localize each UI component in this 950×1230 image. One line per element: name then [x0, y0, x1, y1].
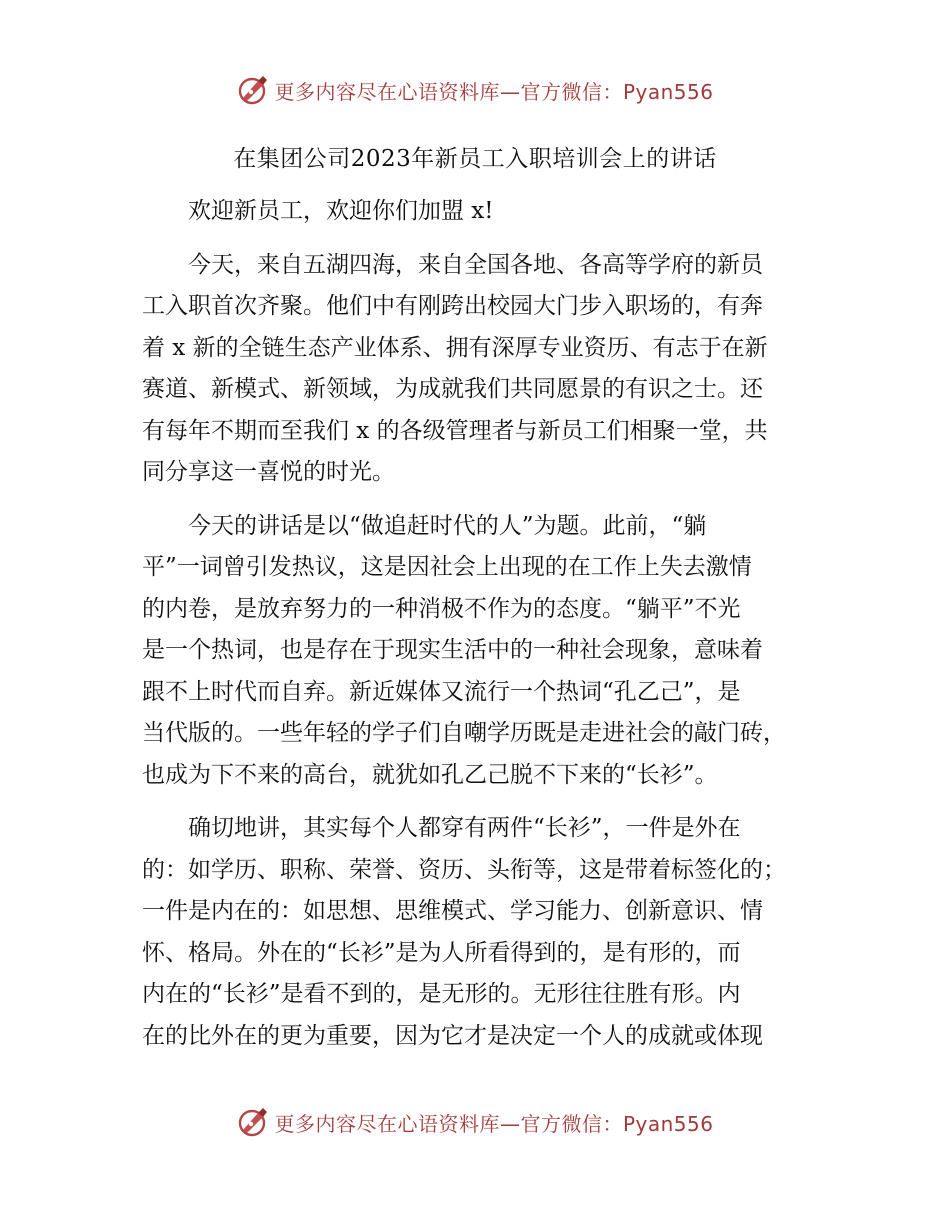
document-body — [142, 191, 812, 1057]
pen-nib-logo-icon — [236, 1105, 270, 1139]
paragraph-3 — [142, 506, 812, 797]
text-line: 内在的“长衫”是看不到的，是无形的。无形往往胜有形。内 — [142, 981, 741, 1007]
text-line: 是一个热词，也是存在于现实生活中的一种社会现象，意味着 — [142, 637, 763, 663]
paragraph-1 — [142, 191, 812, 233]
text-line: 确切地讲，其实每个人都穿有两件“长衫”，一件是外在 — [188, 815, 741, 841]
paragraph-4 — [142, 808, 812, 1057]
paragraph-2 — [142, 245, 812, 494]
watermark-text: 更多内容尽在心语资料库—官方微信：Pyan556 — [274, 79, 714, 104]
pen-nib-logo-icon — [236, 73, 270, 107]
footer-watermark-banner — [0, 1102, 950, 1142]
text-line: 的：如学历、职称、荣誉、资历、头衔等，这是带着标签化的； — [142, 856, 786, 883]
text-line: 一件是内在的：如思想、思维模式、学习能力、创新意识、情 — [142, 898, 763, 924]
header-watermark-banner — [0, 70, 950, 110]
watermark-text: 更多内容尽在心语资料库—官方微信：Pyan556 — [274, 1111, 714, 1136]
text-line: 在的比外在的更为重要，因为它才是决定一个人的成就或体现 — [142, 1022, 763, 1049]
text-line: 跟不上时代而自弃。新近媒体又流行一个热词“孔乙己”，是 — [142, 678, 741, 705]
text-line: 着 x 新的全链生态产业体系、拥有深厚专业资历、有志于在新 — [142, 334, 768, 361]
text-line: 的内卷，是放弃努力的一种消极不作为的态度。“躺平”不光 — [142, 595, 741, 622]
text-line: 今天，来自五湖四海，来自全国各地、各高等学府的新员 — [188, 251, 763, 278]
text-line: 同分享这一喜悦的时光。 — [142, 459, 395, 485]
text-line: 当代版的。一些年轻的学子们自嘲学历既是走进社会的敲门砖， — [142, 720, 786, 746]
watermark-group — [236, 1105, 713, 1139]
text-line: 也成为下不来的高台，就犹如孔乙己脱不下来的“长衫”。 — [142, 761, 718, 788]
text-line: 欢迎新员工，欢迎你们加盟 x! — [188, 198, 494, 224]
document-title: 在集团公司2023年新员工入职培训会上的讲话 — [233, 146, 717, 172]
text-line: 工入职首次齐聚。他们中有刚跨出校园大门步入职场的，有奔 — [142, 293, 763, 319]
text-line: 有每年不期而至我们 x 的各级管理者与新员工们相聚一堂，共 — [142, 417, 768, 444]
text-line: 怀、格局。外在的“长衫”是为人所看得到的，是有形的，而 — [142, 939, 741, 966]
text-line: 平”一词曾引发热议，这是因社会上出现的在工作上失去激情 — [142, 554, 752, 580]
watermark-group — [236, 73, 713, 107]
text-line: 今天的讲话是以“做追赶时代的人”为题。此前，“躺 — [188, 512, 707, 539]
text-line: 赛道、新模式、新领域，为成就我们共同愿景的有识之士。还 — [142, 376, 763, 402]
